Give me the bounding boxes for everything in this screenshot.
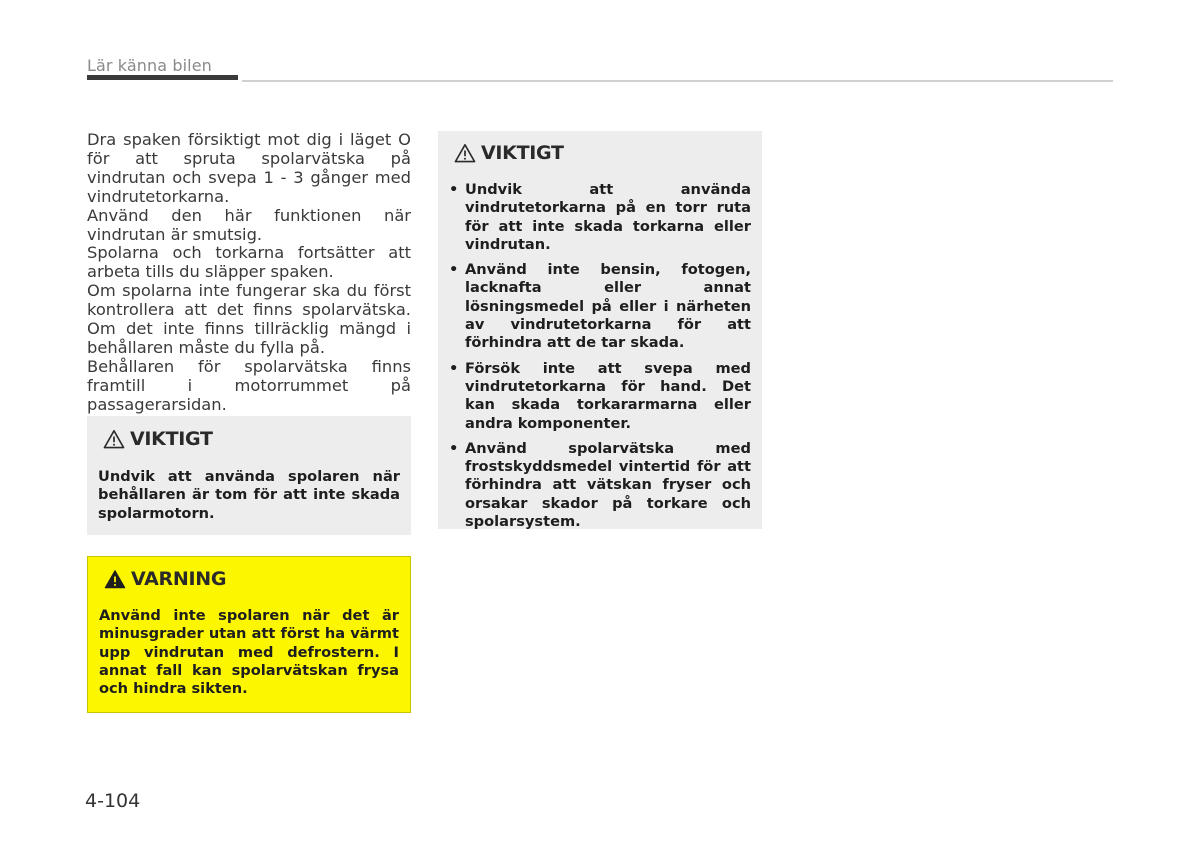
warning-box (87, 556, 411, 713)
list-item: • Använd inte bensin, fotogen, lacknafta eller annat lösningsmedel på eller i närheten av vindrutetorkarna för att förhindra att de tar skada. (449, 261, 751, 352)
notice-title: VIKTIGT (130, 428, 213, 450)
header-rule-light (242, 80, 1113, 82)
body-text (87, 131, 411, 415)
notice-title: VIKTIGT (481, 142, 564, 164)
notice-list (449, 181, 751, 531)
body-paragraph: Behållaren för spolarvätska finns framtill i motorrummet på passagerarsidan. (87, 356, 411, 414)
list-item: • Försök inte att svepa med vindrutetorkarna för hand. Det kan skada torkararmarna eller andra komponenter. (449, 360, 751, 433)
warning-title: VARNING (131, 568, 227, 590)
notice-text: Undvik att använda spolaren när behållaren är tom för att inte skada spolarmotorn. (98, 468, 400, 522)
body-paragraph: Använd den här funktionen när vindrutan är smutsig. (87, 205, 411, 244)
list-item: • Använd spolarvätska med frostskyddsmedel vintertid för att förhindra att vätskan fryser och orsakar skador på torkare och spolarsystem. (449, 440, 751, 531)
body-paragraph: Om spolarna inte fungerar ska du först kontrollera att det finns spolarvätska. Om det inte finns tillräcklig mängd i behållaren måste du fylla på. (87, 281, 411, 357)
notice-box-torkare (438, 131, 762, 529)
warning-outline-icon (103, 429, 125, 449)
warning-text: Använd inte spolaren när det är minusgrader utan att först ha värmt upp vindrutan med defrostern. I annat fall kan spolarvätskan frysa och hindra sikten. (99, 607, 399, 698)
notice-box-spolaren (87, 416, 411, 535)
notice-heading (103, 428, 400, 450)
header-rule-dark (87, 75, 238, 80)
warning-heading (104, 568, 399, 590)
page-number: 4-104 (85, 790, 141, 812)
body-paragraph: Spolarna och torkarna fortsätter att arbeta tills du släpper spaken. (87, 243, 411, 282)
warning-outline-icon (454, 143, 476, 163)
warning-filled-icon (104, 569, 126, 589)
body-paragraph: Dra spaken försiktigt mot dig i läget O för att spruta spolarvätska på vindrutan och svepa 1 - 3 gånger med vindrutetorkarna. (87, 130, 411, 206)
list-item: • Undvik att använda vindrutetorkarna på en torr ruta för att inte skada torkarna eller vindrutan. (449, 181, 751, 254)
notice-heading (454, 142, 751, 164)
section-title: Lär känna bilen (87, 56, 212, 75)
